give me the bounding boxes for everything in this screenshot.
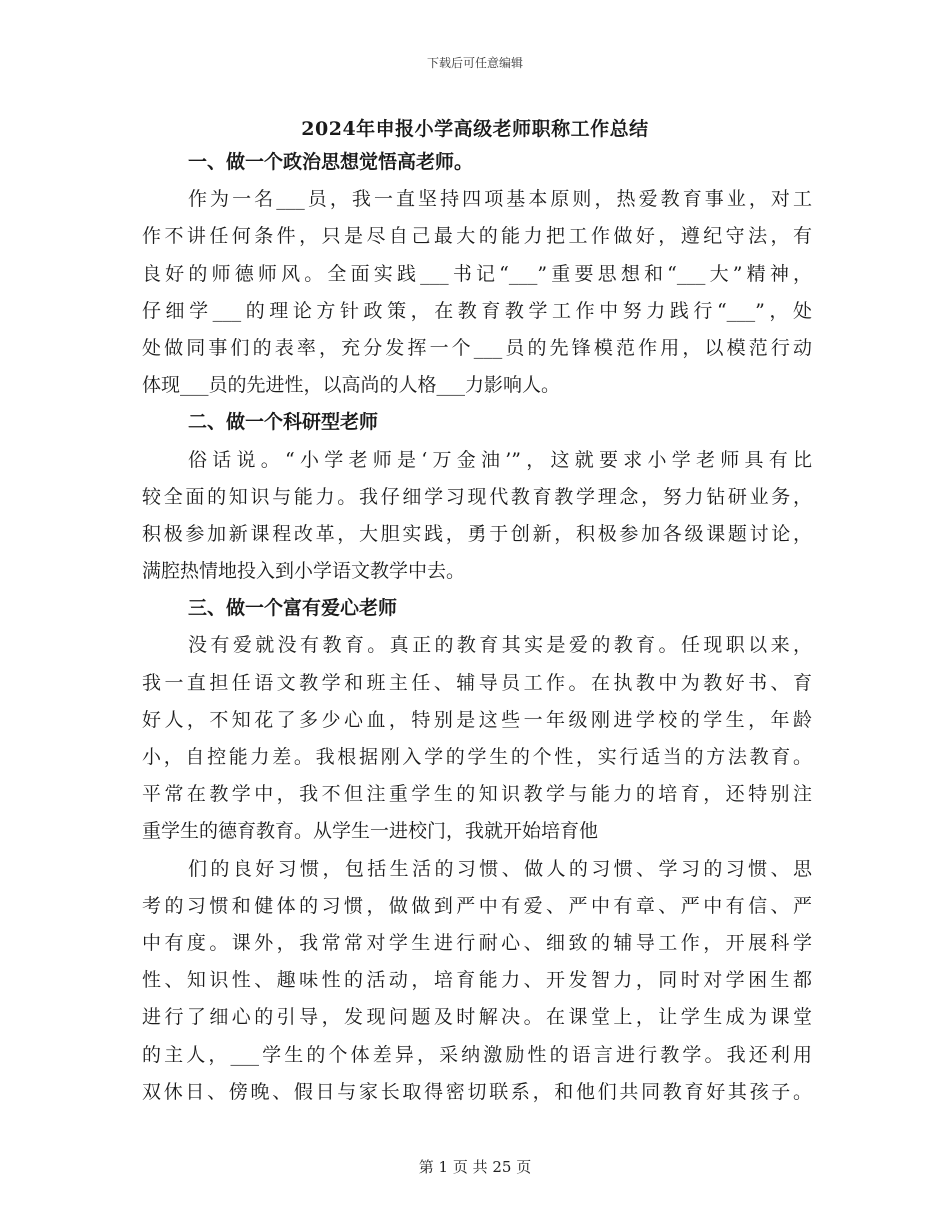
paragraph-line: 的主人，___学生的个体差异，采纳激励性的语言进行教学。我还利用 xyxy=(142,1043,812,1066)
section-heading: 二、做一个科研型老师 xyxy=(188,411,379,434)
paragraph-line: 较全面的知识与能力。我仔细学习现代教育教学理念，努力钻研业务， xyxy=(142,485,812,508)
paragraph-line: 积极参加新课程改革，大胆实践，勇于创新，积极参加各级课题讨论， xyxy=(142,522,812,545)
paragraph-line: 体现___员的先进性，以高尚的人格___力影响人。 xyxy=(142,374,561,397)
paragraph-line: 良好的师德师风。全面实践___书记“___”重要思想和“___大”精神， xyxy=(142,262,812,285)
paragraph-line: 处做同事们的表率，充分发挥一个___员的先锋模范作用，以模范行动 xyxy=(142,336,812,359)
paragraph-line: 仔细学___的理论方针政策，在教育教学工作中努力践行“___”，处 xyxy=(142,299,812,322)
section-heading: 三、做一个富有爱心老师 xyxy=(188,597,398,620)
paragraph-line: 中有度。课外，我常常对学生进行耐心、细致的辅导工作，开展科学 xyxy=(142,931,812,954)
page-footer: 第 1 页 共 25 页 xyxy=(418,1158,532,1176)
paragraph-line: 双休日、傍晚、假日与家长取得密切联系，和他们共同教育好其孩子。 xyxy=(142,1080,812,1103)
document-body xyxy=(142,144,812,1111)
header-note: 下载后可任意编辑 xyxy=(426,56,523,70)
paragraph-line: 平常在教学中，我不但注重学生的知识教学与能力的培育，还特别注 xyxy=(142,783,812,806)
paragraph-line: 作不讲任何条件，只是尽自己最大的能力把工作做好，遵纪守法，有 xyxy=(142,225,812,248)
paragraph-line: 好人，不知花了多少心血，特别是这些一年级刚进学校的学生，年龄 xyxy=(142,708,812,731)
paragraph-line: 俗话说。“小学老师是‘万金油’”，这就要求小学老师具有比 xyxy=(188,448,812,471)
paragraph-line: 满腔热情地投入到小学语文教学中去。 xyxy=(142,560,466,583)
paragraph-line: 重学生的德育教育。从学生一进校门，我就开始培育他 xyxy=(142,820,599,843)
paragraph-line: 小，自控能力差。我根据刚入学的学生的个性，实行适当的方法教育。 xyxy=(142,746,812,768)
section-heading: 一、做一个政治思想觉悟高老师。 xyxy=(188,151,474,173)
paragraph-line: 没有爱就没有教育。真正的教育其实是爱的教育。任现职以来， xyxy=(188,634,812,657)
paragraph-line: 我一直担任语文教学和班主任、辅导员工作。在执教中为教好书、育 xyxy=(142,671,812,694)
paragraph-line: 作为一名___员，我一直坚持四项基本原则，热爱教育事业，对工 xyxy=(188,188,812,211)
paragraph-line: 考的习惯和健体的习惯，做做到严中有爱、严中有章、严中有信、严 xyxy=(142,894,812,917)
document-title: 2024年申报小学高级老师职称工作总结 xyxy=(301,118,649,140)
paragraph-line: 们的良好习惯，包括生活的习惯、做人的习惯、学习的习惯、思 xyxy=(188,857,812,880)
paragraph-line: 进行了细心的引导，发现问题及时解决。在课堂上，让学生成为课堂 xyxy=(142,1006,812,1029)
paragraph-line: 性、知识性、趣味性的活动，培育能力、开发智力，同时对学困生都 xyxy=(142,969,812,992)
